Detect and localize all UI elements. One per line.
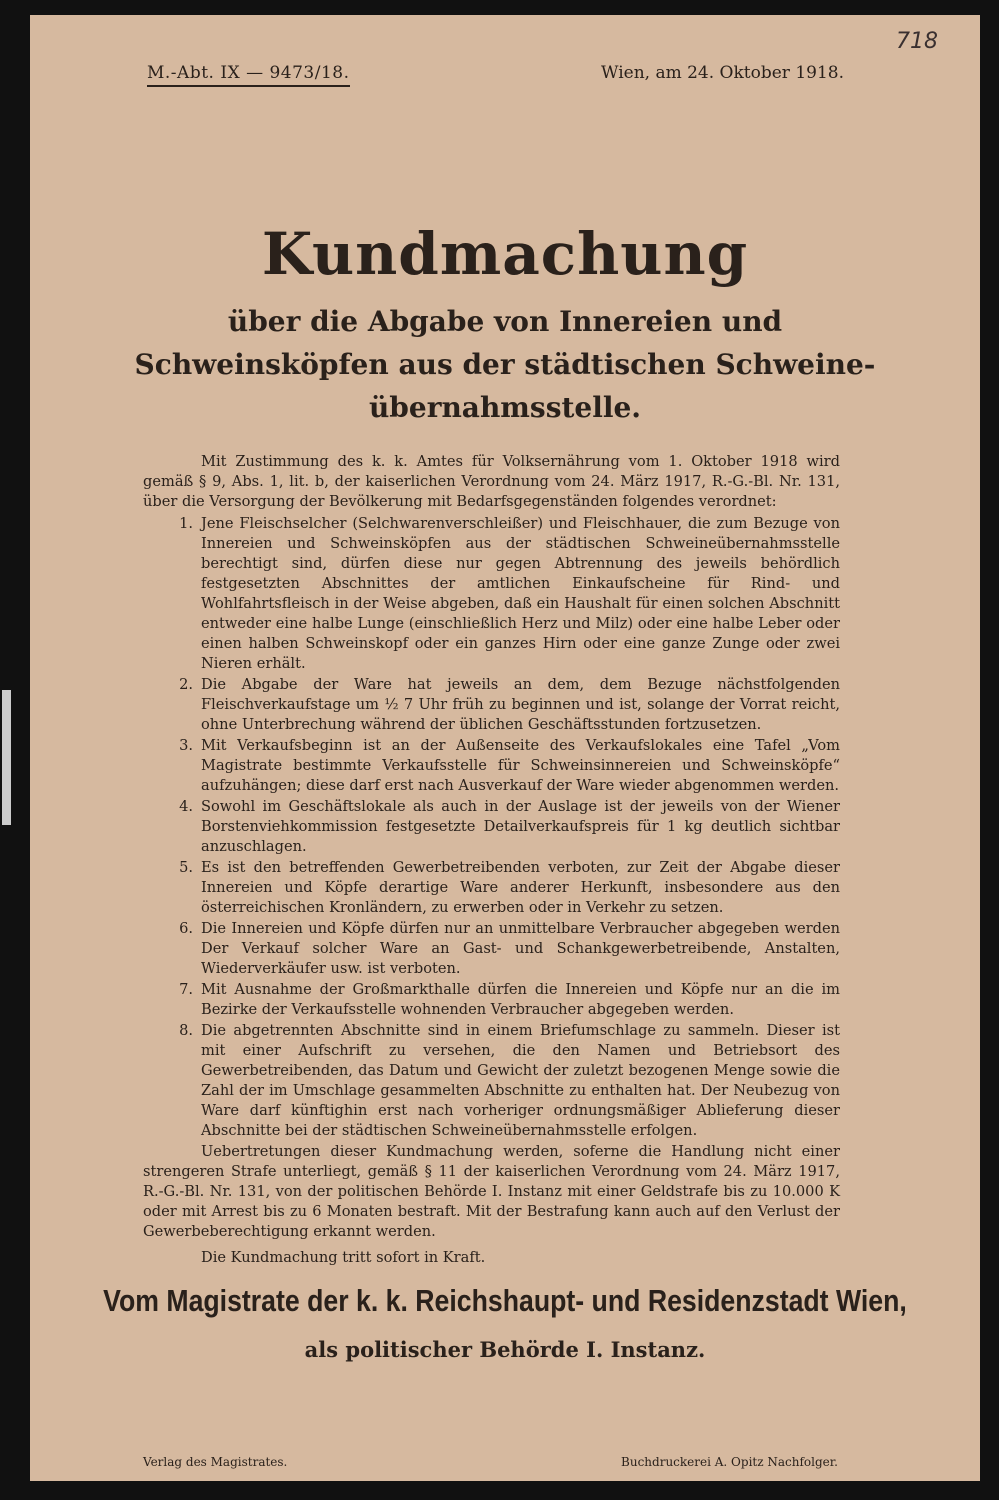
in-force-statement: Die Kundmachung tritt sofort in Kraft. xyxy=(201,1249,486,1266)
item-number: 4. xyxy=(179,798,193,815)
issuing-authority-subtitle: als politischer Behörde I. Instanz. xyxy=(304,1337,706,1362)
handwritten-number: 718 xyxy=(896,29,938,54)
scan-edge-mark xyxy=(2,690,11,825)
item-text: Mit Ausnahme der Großmarkthalle dürfen die Innereien und Köpfe nur an die im Bezirke der Verkaufsstelle wohnenden Verbraucher abgegeben werden. xyxy=(201,981,840,1018)
document-page xyxy=(30,15,980,1481)
subtitle-line-3: übernahmsstelle. xyxy=(368,391,642,424)
intro-paragraph: Mit Zustimmung des k. k. Amtes für Volksernährung vom 1. Oktober 1918 wird gemäß § 9, Abs. 1, lit. b, der kaiserlichen Verordnung vom 24. März 1917, R.-G.-Bl. Nr. 131, über die Versorgung der Bevölkerung mit Bedarfsgegenständen folgendes verordnet: xyxy=(143,453,840,510)
issuing-authority: Vom Magistrate der k. k. Reichshaupt- und Residenzstadt Wien, xyxy=(103,1283,907,1318)
item-text: Es ist den betreffenden Gewerbetreibenden verboten, zur Zeit der Abgabe dieser Innereien und Köpfe derartige Ware anderer Herkunft, insbesondere aus den österreichischen Kronländern, zu erwerben oder in Verkehr zu setzen. xyxy=(201,859,840,916)
regulation-item xyxy=(143,1021,840,1141)
publisher-note: Verlag des Magistrates. xyxy=(143,1455,288,1469)
document-subtitle xyxy=(30,300,980,429)
document-date: Wien, am 24. Oktober 1918. xyxy=(601,63,844,83)
item-number: 7. xyxy=(179,981,193,998)
item-text: Sowohl im Geschäftslokale als auch in der Auslage ist der jeweils von der Wiener Borstenviehkommission festgesetzte Detailverkaufspreis für 1 kg deutlich sichtbar anzuschlagen. xyxy=(201,798,840,855)
regulation-item xyxy=(143,980,840,1020)
item-text: Jene Fleischselcher (Selchwarenverschleißer) und Fleischhauer, die zum Bezuge von Innereien und Schweinsköpfen aus der städtischen Schweineübernahmsstelle berechtigt sind, dürfen diese nur gegen Abtrennung des jeweils behördlich festgesetzten Abschnittes der amtlichen Einkaufscheine für Rind- und Wohlfahrtsfleisch in der Weise abgeben, daß ein Haushalt für einen solchen Abschnitt entweder eine halbe Lunge (einschließlich Herz und Milz) oder eine halbe Leber oder einen halben Schweinskopf oder ein ganzes Hirn oder eine ganze Zunge oder zwei Nieren erhält. xyxy=(201,515,840,672)
subtitle-line-1: über die Abgabe von Innereien und xyxy=(227,305,783,338)
regulation-list xyxy=(143,514,840,1141)
item-number: 6. xyxy=(179,920,193,937)
item-text: Mit Verkaufsbeginn ist an der Außenseite des Verkaufslokales eine Tafel „Vom Magistrate bestimmte Verkaufsstelle für Schweinsinnereien und Schweinsköpfe“ aufzuhängen; diese darf erst nach Ausverkauf der Ware wieder abgenommen werden. xyxy=(201,737,840,794)
item-number: 5. xyxy=(179,859,193,876)
regulation-item xyxy=(143,797,840,857)
regulation-item xyxy=(143,675,840,735)
regulation-item xyxy=(143,736,840,796)
document-title: Kundmachung xyxy=(261,220,749,288)
regulation-item xyxy=(143,919,840,979)
item-number: 8. xyxy=(179,1022,193,1039)
item-text: Die abgetrennten Abschnitte sind in einem Briefumschlage zu sammeln. Dieser ist mit einer Aufschrift zu versehen, die den Namen und Betriebsort des Gewerbetreibenden, das Datum und Gewicht der zuletzt bezogenen Menge sowie die Zahl der im Umschlage gesammelten Abschnitte zu enthalten hat. Der Neubezug von Ware darf künftighin erst nach vorheriger ordnungsmäßiger Ablieferung dieser Abschnitte bei der städtischen Schweineübernahmsstelle erfolgen. xyxy=(201,1022,840,1139)
document-body xyxy=(143,452,840,1268)
item-number: 1. xyxy=(179,515,193,532)
reference-number: M.-Abt. IX — 9473/18. xyxy=(147,63,350,87)
subtitle-line-2: Schweinsköpfen aus der städtischen Schweine- xyxy=(134,348,876,381)
item-text: Die Innereien und Köpfe dürfen nur an unmittelbare Verbraucher abgegeben werden Der Verkauf solcher Ware an Gast- und Schankgewerbetreibende, Anstalten, Wiederverkäufer usw. ist verboten. xyxy=(201,920,840,977)
item-text: Die Abgabe der Ware hat jeweils an dem, dem Bezuge nächstfolgenden Fleischverkaufstage um ½ 7 Uhr früh zu beginnen und ist, solange der Vorrat reicht, ohne Unterbrechung während der üblichen Geschäftsstunden fortzusetzen. xyxy=(201,676,840,733)
item-number: 2. xyxy=(179,676,193,693)
printer-note: Buchdruckerei A. Opitz Nachfolger. xyxy=(621,1455,838,1469)
item-number: 3. xyxy=(179,737,193,754)
penalty-paragraph: Uebertretungen dieser Kundmachung werden, soferne die Handlung nicht einer strengeren Strafe unterliegt, gemäß § 11 der kaiserlichen Verordnung vom 24. März 1917, R.-G.-Bl. Nr. 131, von der politischen Behörde I. Instanz mit einer Geldstrafe bis zu 10.000 K oder mit Arrest bis zu 6 Monaten bestraft. Mit der Bestrafung kann auch auf den Verlust der Gewerbeberechtigung erkannt werden. xyxy=(143,1143,840,1240)
regulation-item xyxy=(143,514,840,674)
regulation-item xyxy=(143,858,840,918)
